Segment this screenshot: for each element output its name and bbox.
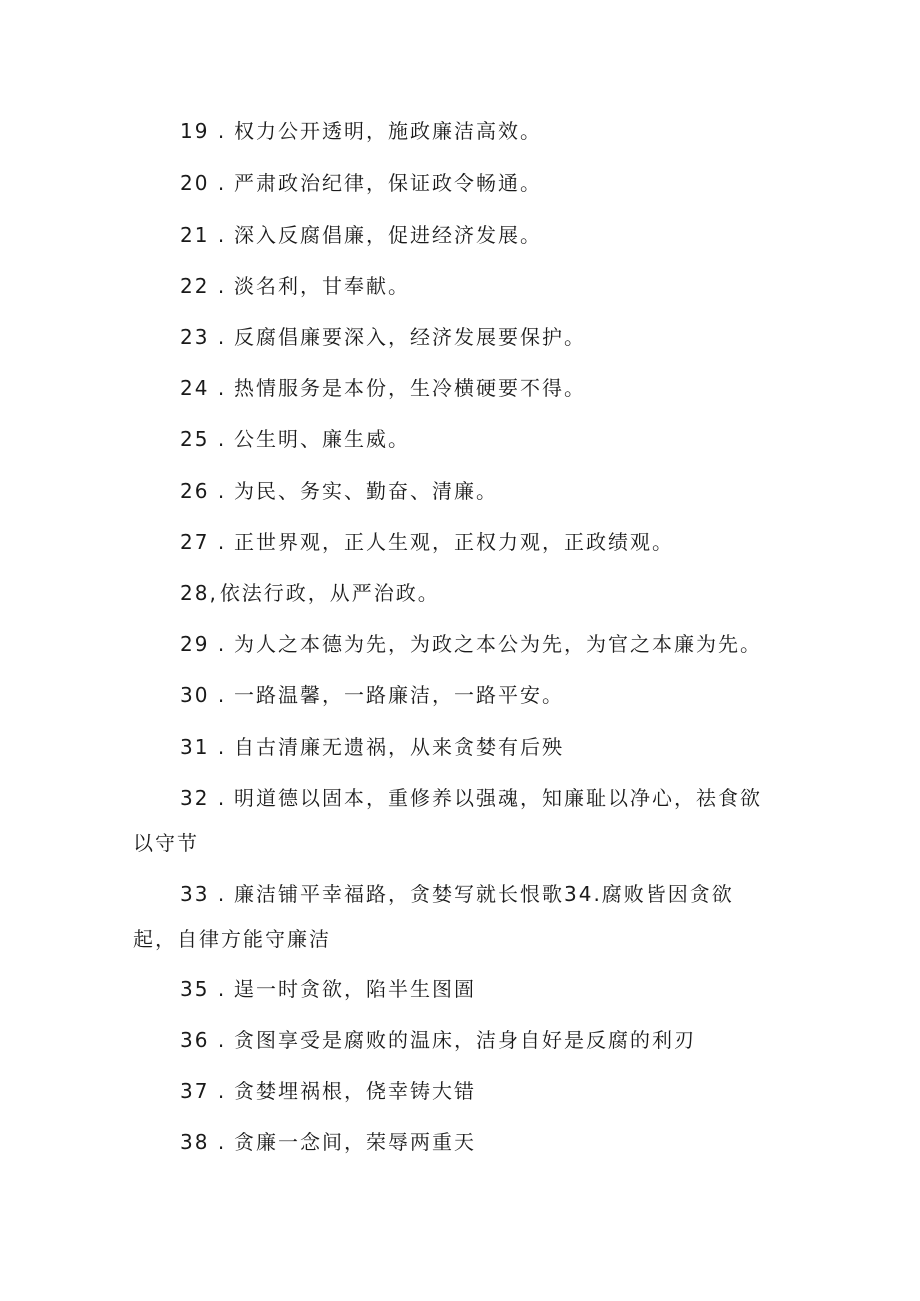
item-number: 24 .	[180, 376, 227, 400]
item-number: 28,	[180, 581, 218, 605]
list-item	[180, 775, 800, 821]
list-item	[180, 871, 800, 917]
item-text: 正世界观，正人生观，正权力观，正政绩观。	[234, 530, 674, 554]
item-text: 逞一时贪欲，陷半生图圄	[234, 977, 476, 1001]
item-number: 33 .	[180, 882, 227, 906]
list-item	[180, 724, 800, 770]
list-item	[180, 314, 800, 360]
item-text: 深入反腐倡廉，促进经济发展。	[234, 223, 542, 247]
list-item	[180, 1068, 800, 1114]
item-number: 38 .	[180, 1130, 227, 1154]
item-number: 36 .	[180, 1028, 227, 1052]
list-item	[180, 966, 800, 1012]
list-item	[180, 416, 800, 462]
item-text: 自古清廉无遗祸，从来贪婪有后殃	[234, 735, 564, 759]
list-item	[180, 160, 800, 206]
list-item	[180, 108, 800, 154]
item-text: 严肃政治纪律，保证政令畅通。	[234, 171, 542, 195]
list-item	[180, 519, 800, 565]
list-item	[180, 570, 800, 616]
item-number: 27 .	[180, 530, 227, 554]
item-number: 20 .	[180, 171, 227, 195]
item-text: 贪婪埋祸根，侥幸铸大错	[234, 1079, 476, 1103]
item-text: 一路温馨，一路廉洁，一路平安。	[234, 683, 564, 707]
item-text: 权力公开透明，施政廉洁高效。	[234, 119, 542, 143]
list-item	[180, 621, 800, 667]
item-number: 22 .	[180, 274, 227, 298]
list-item	[180, 468, 800, 514]
item-text-continuation: 以守节	[133, 831, 199, 855]
list-item	[180, 672, 800, 718]
item-number: 37 .	[180, 1079, 227, 1103]
item-number: 35 .	[180, 977, 227, 1001]
item-text: 反腐倡廉要深入，经济发展要保护。	[234, 325, 586, 349]
item-text: 依法行政，从严治政。	[219, 581, 440, 605]
list-item	[180, 212, 800, 258]
item-text: 公生明、廉生威。	[234, 427, 410, 451]
item-number: 30 .	[180, 683, 227, 707]
list-item	[180, 365, 800, 411]
item-number: 29 .	[180, 632, 227, 656]
item-text: 热情服务是本份，生冷横硬要不得。	[234, 376, 586, 400]
item-text: 廉洁铺平幸福路，贪婪写就长恨歌34.腐败皆因贪欲	[234, 882, 734, 906]
item-text: 淡名利，甘奉献。	[234, 274, 410, 298]
item-number: 25 .	[180, 427, 227, 451]
list-item	[180, 1119, 800, 1165]
item-number: 32 .	[180, 786, 227, 810]
item-text-continuation: 起，自律方能守廉洁	[133, 927, 331, 951]
item-number: 31 .	[180, 735, 227, 759]
item-text: 贪图享受是腐败的温床，洁身自好是反腐的利刃	[234, 1028, 696, 1052]
item-number: 23 .	[180, 325, 227, 349]
item-number: 19 .	[180, 119, 227, 143]
item-text: 贪廉一念间，荣辱两重天	[234, 1130, 476, 1154]
list-item	[180, 263, 800, 309]
item-number: 26 .	[180, 479, 227, 503]
item-number: 21 .	[180, 223, 227, 247]
item-text: 为人之本德为先，为政之本公为先，为官之本廉为先。	[234, 632, 762, 656]
item-text: 为民、务实、勤奋、清廉。	[234, 479, 498, 503]
item-text: 明道德以固本，重修养以强魂，知廉耻以净心，祛食欲	[234, 786, 762, 810]
list-item	[180, 1017, 800, 1063]
